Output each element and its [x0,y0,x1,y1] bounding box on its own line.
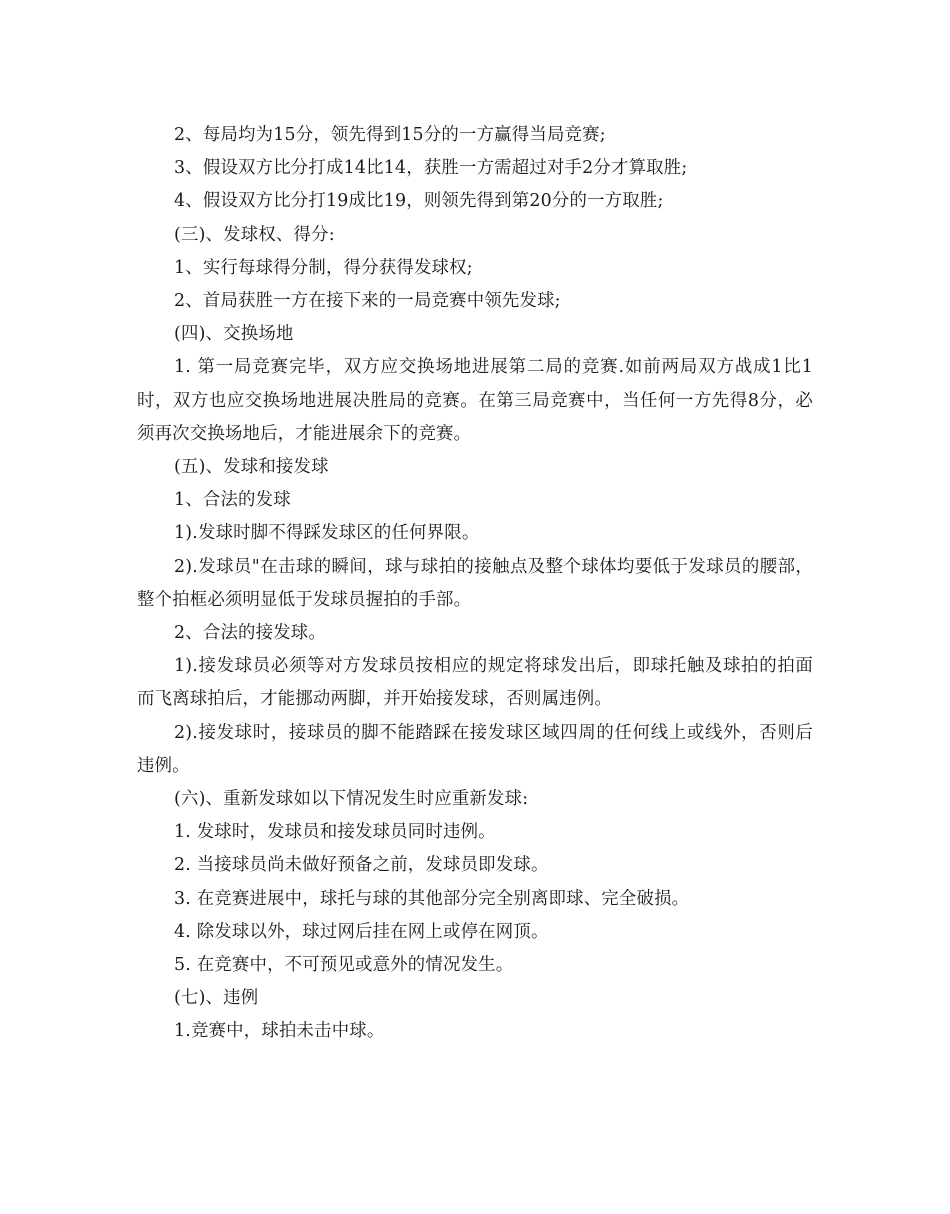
rule-serve-height: 2).发球员"在击球的瞬间，球与球拍的接触点及整个球体均要低于发球员的腰部，整个拍框必须明显低于发球员握拍的手部。 [137,556,813,610]
section-heading-faults: (七)、违例 [174,988,259,1009]
rule-serve-feet: 1).发球时脚不得踩发球区的任何界限。 [174,523,480,544]
section-heading-serve-and-score: (三)、发球权、得分: [174,224,335,245]
let-item-3: 3. 在竞赛进展中，球托与球的其他部分完全别离即球、完全破损。 [174,888,690,909]
rule-deuce-14-14: 3、假设双方比分打成14比14，获胜一方需超过对手2分才算取胜; [174,158,688,179]
section-heading-serve-and-receive: (五)、发球和接发球 [174,457,329,478]
rule-rally-point: 1、实行每球得分制，得分获得发球权; [174,257,473,278]
let-item-5: 5. 在竞赛中，不可预见或意外的情况发生。 [174,955,514,976]
let-item-1: 1. 发球时，发球员和接发球员同时违例。 [174,822,496,843]
section-heading-let: (六)、重新发球如以下情况发生时应重新发球: [174,789,529,810]
let-item-4: 4. 除发球以外，球过网后挂在网上或停在网顶。 [174,921,549,942]
subheading-legal-serve: 1、合法的发球 [174,490,291,511]
rule-scoring-15-points: 2、每局均为15分，领先得到15分的一方赢得当局竞赛; [174,125,606,145]
rule-receiver-wait: 1).接发球员必须等对方发球员按相应的规定将球发出后，即球托触及球拍的拍面而飞离球拍后，才能挪动两脚，并开始接发球，否则属违例。 [137,656,813,710]
subheading-legal-receive: 2、合法的接发球。 [174,623,326,644]
document-body [137,119,813,1049]
rule-deuce-19-19: 4、假设双方比分打19成比19，则领先得到第20分的一方取胜; [174,191,664,212]
let-item-2: 2. 当接球员尚未做好预备之前，发球员即发球。 [174,855,549,876]
rule-first-serve: 2、首局获胜一方在接下来的一局竞赛中领先发球; [174,291,561,312]
rule-change-ends: 1. 第一局竞赛完毕，双方应交换场地进展第二局的竞赛.如前两局双方战成1比1时，双方也应交换场地进展决胜局的竞赛。在第三局竞赛中，当任何一方先得8分，必须再次交换场地后，才能进展余下的竞赛。 [137,357,813,444]
section-heading-change-ends: (四)、交换场地 [174,324,294,345]
fault-item-1: 1.竞赛中，球拍未击中球。 [174,1021,385,1042]
rule-receiver-feet: 2).接发球时，接球员的脚不能踏踩在接发球区域四周的任何线上或线外，否则后违例。 [137,722,813,776]
